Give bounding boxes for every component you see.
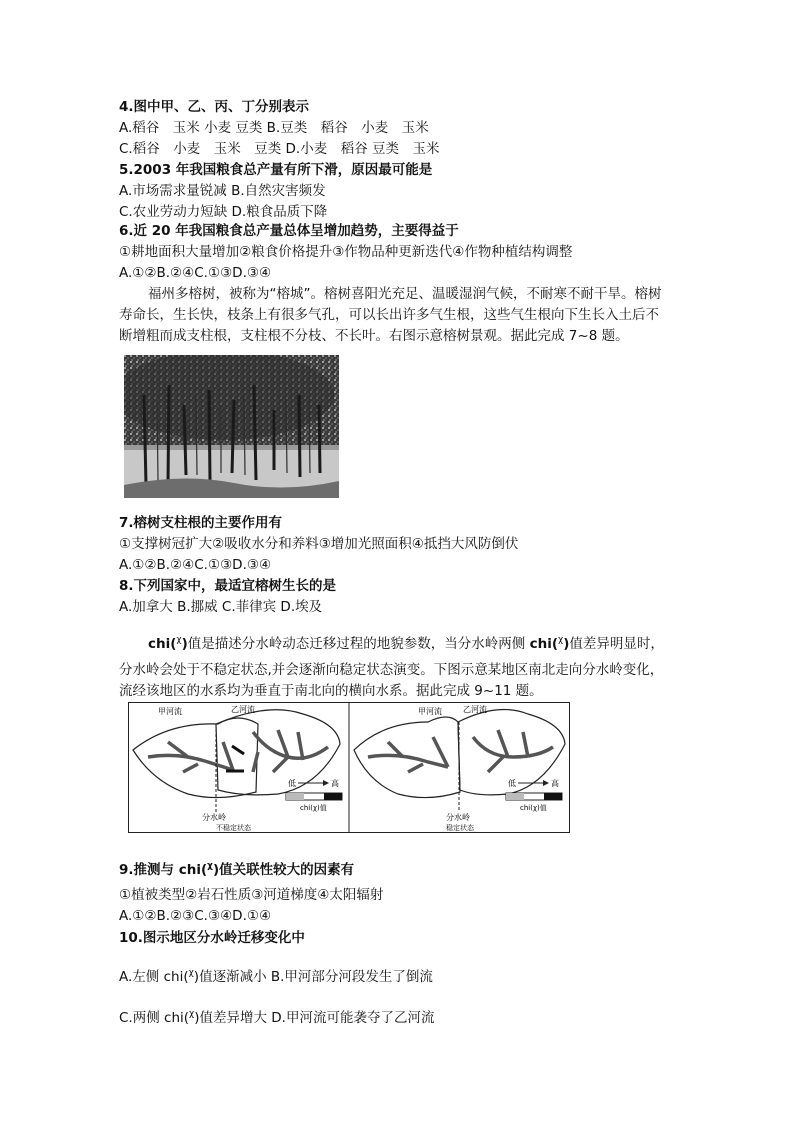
q10-stem: 10.图示地区分水岭迁移变化中 xyxy=(119,930,305,946)
q6-items: ①耕地面积大量增加②粮食价格提升③作物品种更新迭代④作物种植结构调整 xyxy=(119,244,573,260)
left-river-yi-label: 乙河流 xyxy=(231,705,255,714)
q8-stem: 8.下列国家中，最适宜榕树生长的是 xyxy=(119,578,337,594)
right-river-jia-label: 甲河流 xyxy=(418,707,442,716)
right-divide-label: 分水岭 xyxy=(446,813,470,822)
right-caption: 稳定状态 xyxy=(446,824,474,832)
left-divide-label: 分水岭 xyxy=(202,813,226,822)
chi-symbol: chi($^\chi$) xyxy=(178,861,220,878)
q5-options-1: A.市场需求量锐减 B.自然灾害频发 xyxy=(119,183,326,199)
svg-text:高: 高 xyxy=(331,779,339,788)
passage1-line3: 断增粗而成支柱根，支柱根不分枝、不长叶。右图示意榕树景观。据此完成 7~8 题。 xyxy=(119,328,629,344)
passage2-line2: 分水岭会处于不稳定状态,并会逐渐向稳定状态演变。下图示意某地区南北走向分水岭变化， xyxy=(119,662,664,678)
q6-options: A.①②B.②④C.①③D.③④ xyxy=(119,265,272,281)
q9-options: A.①②B.②③C.③④D.①④ xyxy=(119,908,272,924)
passage2-line1: chi($^\chi$)值是描述分水岭动态迁移过程的地貌参数，当分水岭两侧 chi($^\chi$)值差异明显时， xyxy=(148,630,664,654)
svg-text:低: 低 xyxy=(508,779,516,788)
left-caption: 不稳定状态 xyxy=(216,824,251,832)
q4-options-1: A.稻谷 玉米 小麦 豆类 B.豆类 稻谷 小麦 玉米 xyxy=(119,120,429,136)
chi-symbol: chi($^\chi$) xyxy=(163,968,200,985)
passage1-line1: 福州多榕树，被称为“榕城”。榕树喜阳光充足、温暖湿润气候，不耐寒不耐干旱。榕树 xyxy=(148,286,662,302)
q10-options-1: A.左侧 chi($^\chi$)值逐渐减小 B.甲河部分河段发生了倒流 xyxy=(119,963,433,987)
right-river-yi-label: 乙河流 xyxy=(463,705,487,714)
left-river-jia-label: 甲河流 xyxy=(158,707,182,716)
chi-symbol: chi($^\chi$) xyxy=(148,635,188,652)
svg-text:chi(χ)值: chi(χ)值 xyxy=(300,804,327,812)
svg-text:chi(χ)值: chi(χ)值 xyxy=(520,804,547,812)
q6-stem: 6.近 20 年我国粮食总产量总体呈增加趋势，主要得益于 xyxy=(119,223,459,239)
banyan-tree-photo xyxy=(124,355,339,498)
q5-stem: 5.2003 年我国粮食总产量有所下滑，原因最可能是 xyxy=(119,162,433,178)
q9-items: ①植被类型②岩石性质③河道梯度④太阳辐射 xyxy=(119,887,384,903)
svg-text:低: 低 xyxy=(288,779,296,788)
q7-options: A.①②B.②④C.①③D.③④ xyxy=(119,557,272,573)
q7-items: ①支撑树冠扩大②吸收水分和养料③增加光照面积④抵挡大风防倒伏 xyxy=(119,536,519,552)
passage2-line3: 流经该地区的水系均为垂直于南北向的横向水系。据此完成 9~11 题。 xyxy=(119,683,543,699)
chi-symbol: chi($^\chi$) xyxy=(164,1009,200,1026)
svg-text:高: 高 xyxy=(551,779,559,788)
chi-symbol: chi($^\chi$) xyxy=(529,635,570,652)
q7-stem: 7.榕树支柱根的主要作用有 xyxy=(119,515,283,531)
q8-options: A.加拿大 B.挪威 C.菲律宾 D.埃及 xyxy=(119,599,323,615)
q5-options-2: C.农业劳动力短缺 D.粮食品质下降 xyxy=(119,204,328,220)
q9-stem: 9.推测与 chi($^\chi$)值关联性较大的因素有 xyxy=(119,856,354,880)
q10-options-2: C.两侧 chi($^\chi$)值差异增大 D.甲河流可能袭夺了乙河流 xyxy=(119,1004,434,1028)
passage1-line2: 寿命长，生长快，枝条上有很多气孔，可以长出许多气生根，这些气生根向下生长入土后不 xyxy=(119,307,659,323)
watershed-divide-diagram xyxy=(128,702,570,833)
q4-options-2: C.稻谷 小麦 玉米 豆类 D.小麦 稻谷 豆类 玉米 xyxy=(119,141,440,157)
q4-stem: 4.图中甲、乙、丙、丁分别表示 xyxy=(119,99,310,115)
